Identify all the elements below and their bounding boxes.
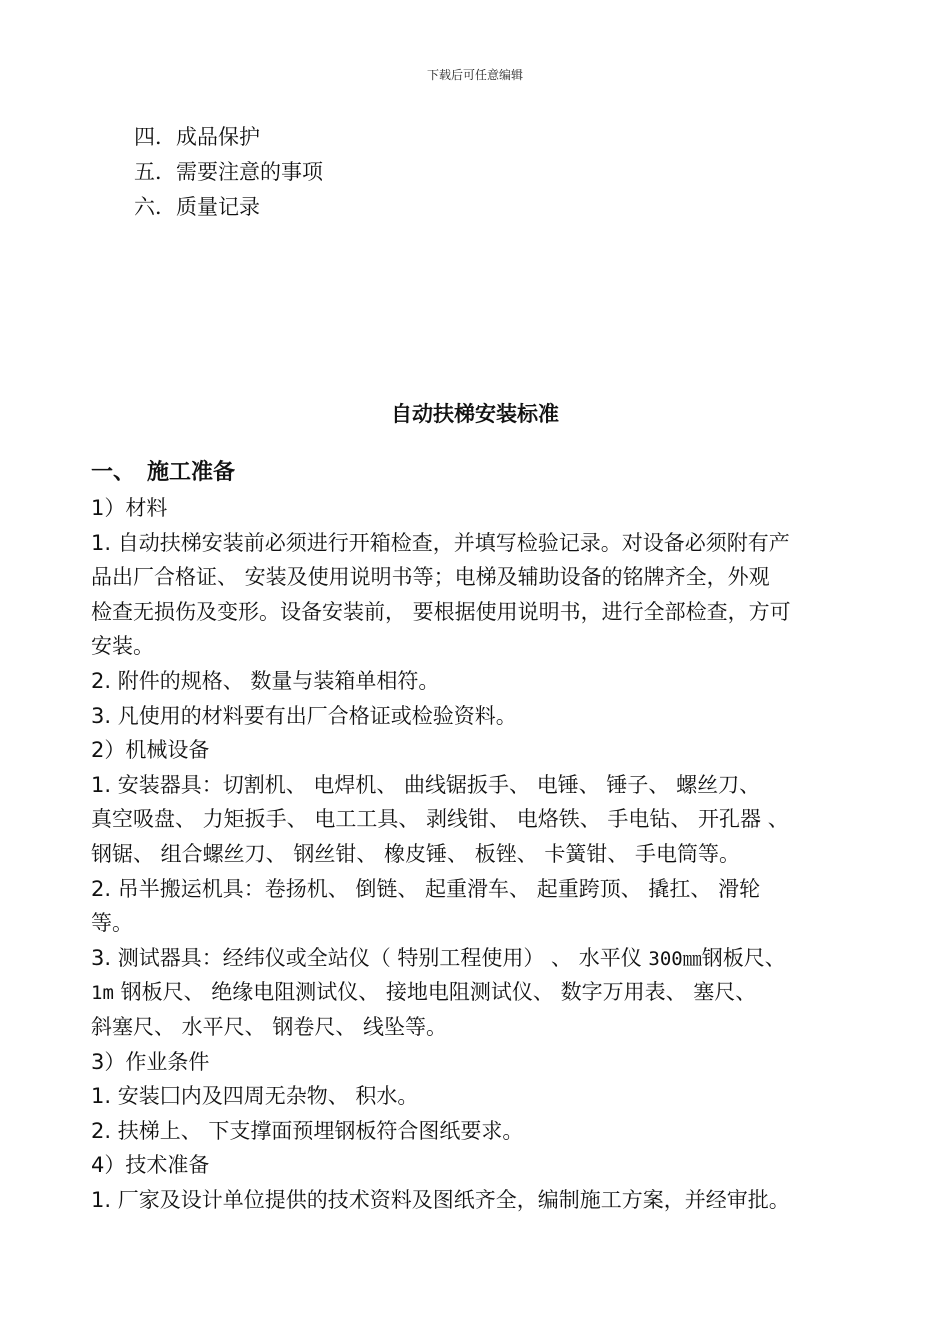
table-of-contents [134, 120, 323, 225]
paragraph-equipment-1 [91, 768, 871, 872]
text-line: 1. 安装器具：切割机、 电焊机、 曲线锯扳手、 电锤、 锤子、 螺丝刀、 [91, 772, 761, 797]
toc-item-4: 四．成品保护 [134, 125, 260, 149]
text-line: 1. 自动扶梯安装前必须进行开箱检查，并填写检验记录。对设备必须附有产 [91, 530, 790, 555]
text-line: 斜塞尺、 水平尺、 钢卷尺、 线坠等。 [91, 1014, 448, 1039]
subheading-equipment: 2）机械设备 [91, 738, 210, 763]
paragraph-materials-1 [91, 526, 871, 664]
text-line: 检查无损伤及变形。设备安装前， 要根据使用说明书，进行全部检查，方可 [91, 599, 791, 624]
measurement-text: 1m [91, 982, 114, 1005]
text-segment: 3. 测试器具：经纬仪或全站仪（ 特别工程使用） 、 水平仪 [91, 945, 649, 970]
text-line: 等。 [91, 911, 133, 936]
paragraph-materials-3: 3. 凡使用的材料要有出厂合格证或检验资料。 [91, 703, 517, 728]
paragraph-equipment-2 [91, 872, 871, 941]
text-segment: 钢板尺、 绝缘电阻测试仪、 接地电阻测试仪、 数字万用表、 塞尺、 [113, 980, 757, 1005]
text-line: 2. 吊半搬运机具：卷扬机、 倒链、 起重滑车、 起重跨顶、 撬扛、 滑轮 [91, 876, 761, 901]
text-segment: 钢板尺、 [701, 945, 786, 970]
text-line: 品出厂合格证、 安装及使用说明书等；电梯及辅助设备的铭牌齐全，外观 [91, 565, 770, 590]
paragraph-conditions-2: 2. 扶梯上、 下支撑面预埋钢板符合图纸要求。 [91, 1118, 524, 1143]
toc-item-6: 六．质量记录 [134, 195, 260, 219]
document-title: 自动扶梯安装标准 [391, 402, 559, 426]
subheading-materials: 1）材料 [91, 496, 168, 520]
paragraph-equipment-3 [91, 941, 871, 1045]
paragraph-materials-2: 2. 附件的规格、 数量与装箱单相符。 [91, 668, 440, 693]
text-line [91, 941, 871, 976]
text-line [91, 975, 871, 1010]
page-header: 下载后可任意编辑 [426, 68, 523, 82]
paragraph-conditions-1: 1. 安装囗内及四周无杂物、 积水。 [91, 1084, 419, 1109]
section-title: 施工准备 [147, 460, 236, 485]
subheading-technical: 4）技术准备 [91, 1153, 210, 1178]
document-body [91, 456, 871, 1217]
text-line: 真空吸盘、 力矩扳手、 电工工具、 剥线钳、 电烙铁、 手电钻、 开孔器 、 [91, 807, 789, 832]
section-number: 一、 [91, 460, 136, 485]
text-line: 钢锯、 组合螺丝刀、 钢丝钳、 橡皮锤、 板锉、 卡簧钳、 手电筒等。 [91, 841, 741, 866]
section-heading-1 [91, 456, 871, 490]
text-line: 安装。 [91, 634, 154, 659]
toc-item-5: 五．需要注意的事项 [134, 160, 323, 184]
subheading-conditions: 3）作业条件 [91, 1049, 210, 1074]
measurement-text: 300㎜ [648, 947, 702, 970]
paragraph-technical-1: 1. 厂家及设计单位提供的技术资料及图纸齐全，编制施工方案，并经审批。 [91, 1187, 790, 1212]
